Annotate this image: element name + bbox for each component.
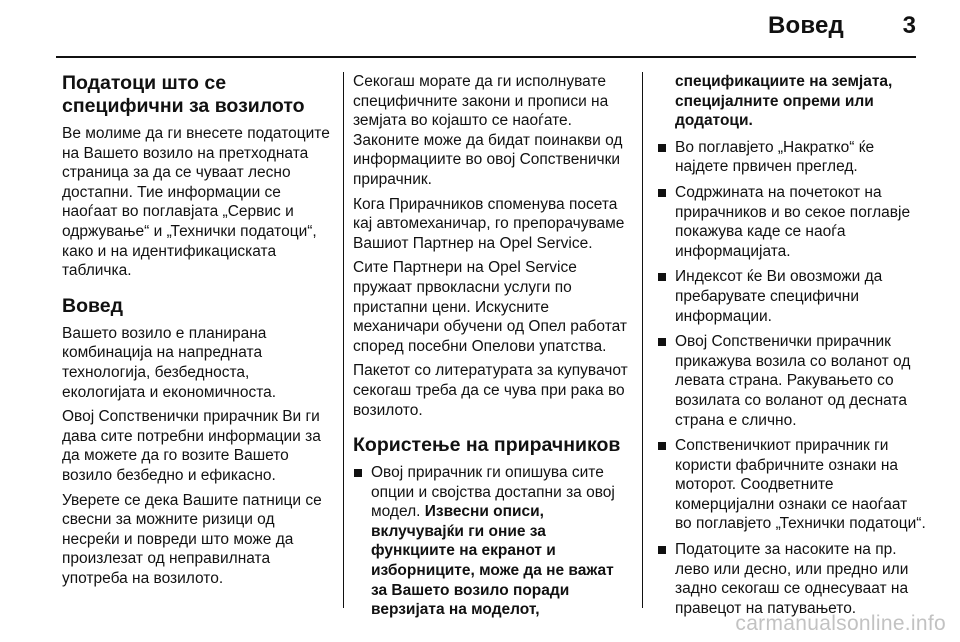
column-1 xyxy=(62,72,330,606)
square-bullet-icon xyxy=(658,442,666,450)
watermark: carmanualsonline.info xyxy=(735,612,946,635)
page-number: 3 xyxy=(902,12,916,39)
list-item-bold-text: Извесни описи, вклучувајќи ги оние за функциите на екранот и изборниците, може да не важат за Вашето возило поради верзијата на моделот, xyxy=(371,503,614,619)
square-bullet-icon xyxy=(354,469,362,477)
list-item-text: Сопственичкиот прирачник ги користи фабричните ознаки на моторот. Соодветните комерцијални ознаки се наоѓаат во поглавјето „Технички податоци“. xyxy=(675,437,926,533)
page-header xyxy=(0,0,960,58)
bold-text: спецификациите на земјата, специјалните опреми или додатоци. xyxy=(675,73,893,130)
list-item-text: Овој прирачник ги опишува сите опции и својства достапни за овој модел. xyxy=(371,464,615,521)
section-heading-introduction: Вовед xyxy=(62,294,123,317)
continued-bold-text xyxy=(657,72,927,131)
list-item-text: Податоците за насоките на пр. лево или десно, или предно или задно секогаш се однесуваат на правецот на патувањето. xyxy=(675,541,909,617)
paragraph: Сите Партнери на Opel Service пружаат првокласни услуги по пристапни цени. Искусните механичари обучени од Опел работат според посебни Опелови упатства. xyxy=(353,259,627,355)
list-item xyxy=(657,183,927,261)
square-bullet-icon xyxy=(658,189,666,197)
list-item xyxy=(657,267,927,326)
list-item-text: Во поглавјето „Накратко“ ќе најдете првичен преглед. xyxy=(675,138,875,176)
section-heading-using-manual: Користење на прирачников xyxy=(353,434,621,457)
list-item-text: Индексот ќе Ви овозможи да пребарувате специфични информации. xyxy=(675,268,883,325)
list-item xyxy=(353,463,630,620)
square-bullet-icon xyxy=(658,144,666,152)
paragraph: Ве молиме да ги внесете податоците на Вашето возило на претходната страница за да се чуваат лесно достапни. Тие информации се наоѓаат во поглавјата „Сервис и одржување“ и „Технички податоци“, како и на идентификациската табличка. xyxy=(62,125,330,280)
column-divider-1 xyxy=(343,72,344,608)
list-item-text: Содржината на почетокот на прирачников и во секое поглавје покажува каде се наоѓа информацијата. xyxy=(675,183,911,260)
paragraph: Вашето возило е планирана комбинација на напредната технологија, безбедноста, екологијата и економичноста. xyxy=(62,324,277,401)
list-item xyxy=(657,332,927,430)
list-item-text: Овој Сопственички прирачник прикажува возила со воланот од левата страна. Ракувањето со возилата со воланот од десната страна е слично. xyxy=(675,333,911,429)
list-item xyxy=(657,138,927,177)
header-divider xyxy=(56,56,916,58)
paragraph: Уверете се дека Вашите патници се свесни за можните ризици од несреќи и повреди што може да произлезат од неправилната употреба на возилото. xyxy=(62,491,322,587)
column-3 xyxy=(657,72,927,617)
paragraph: Секогаш морате да ги исполнувате специфичните закони и прописи на земјата во којашто се наоѓате. Законите може да бидат поинакви од информациите во овој Сопственички прирачник. xyxy=(353,73,623,188)
column-2 xyxy=(353,72,630,619)
section-heading-vehicle-data: Податоци што се специфични за возилото xyxy=(62,72,305,117)
bullet-list xyxy=(353,463,630,620)
list-item xyxy=(657,436,927,534)
square-bullet-icon xyxy=(658,546,666,554)
paragraph: Кога Прирачников споменува посета кај автомеханичар, го препорачуваме Вашиот Партнер на Opel Service. xyxy=(353,195,625,252)
list-item xyxy=(657,540,927,618)
paragraph: Овој Сопственички прирачник Ви ги дава сите потребни информации за да можете да го возите Вашето возило безбедно и ефикасно. xyxy=(62,408,321,484)
column-divider-2 xyxy=(642,72,643,608)
page-title: Вовед xyxy=(767,12,844,39)
bullet-list xyxy=(657,138,927,619)
square-bullet-icon xyxy=(658,273,666,281)
paragraph: Пакетот со литературата за купувачот секогаш треба да се чува при рака во возилото. xyxy=(353,362,628,419)
square-bullet-icon xyxy=(658,338,666,346)
